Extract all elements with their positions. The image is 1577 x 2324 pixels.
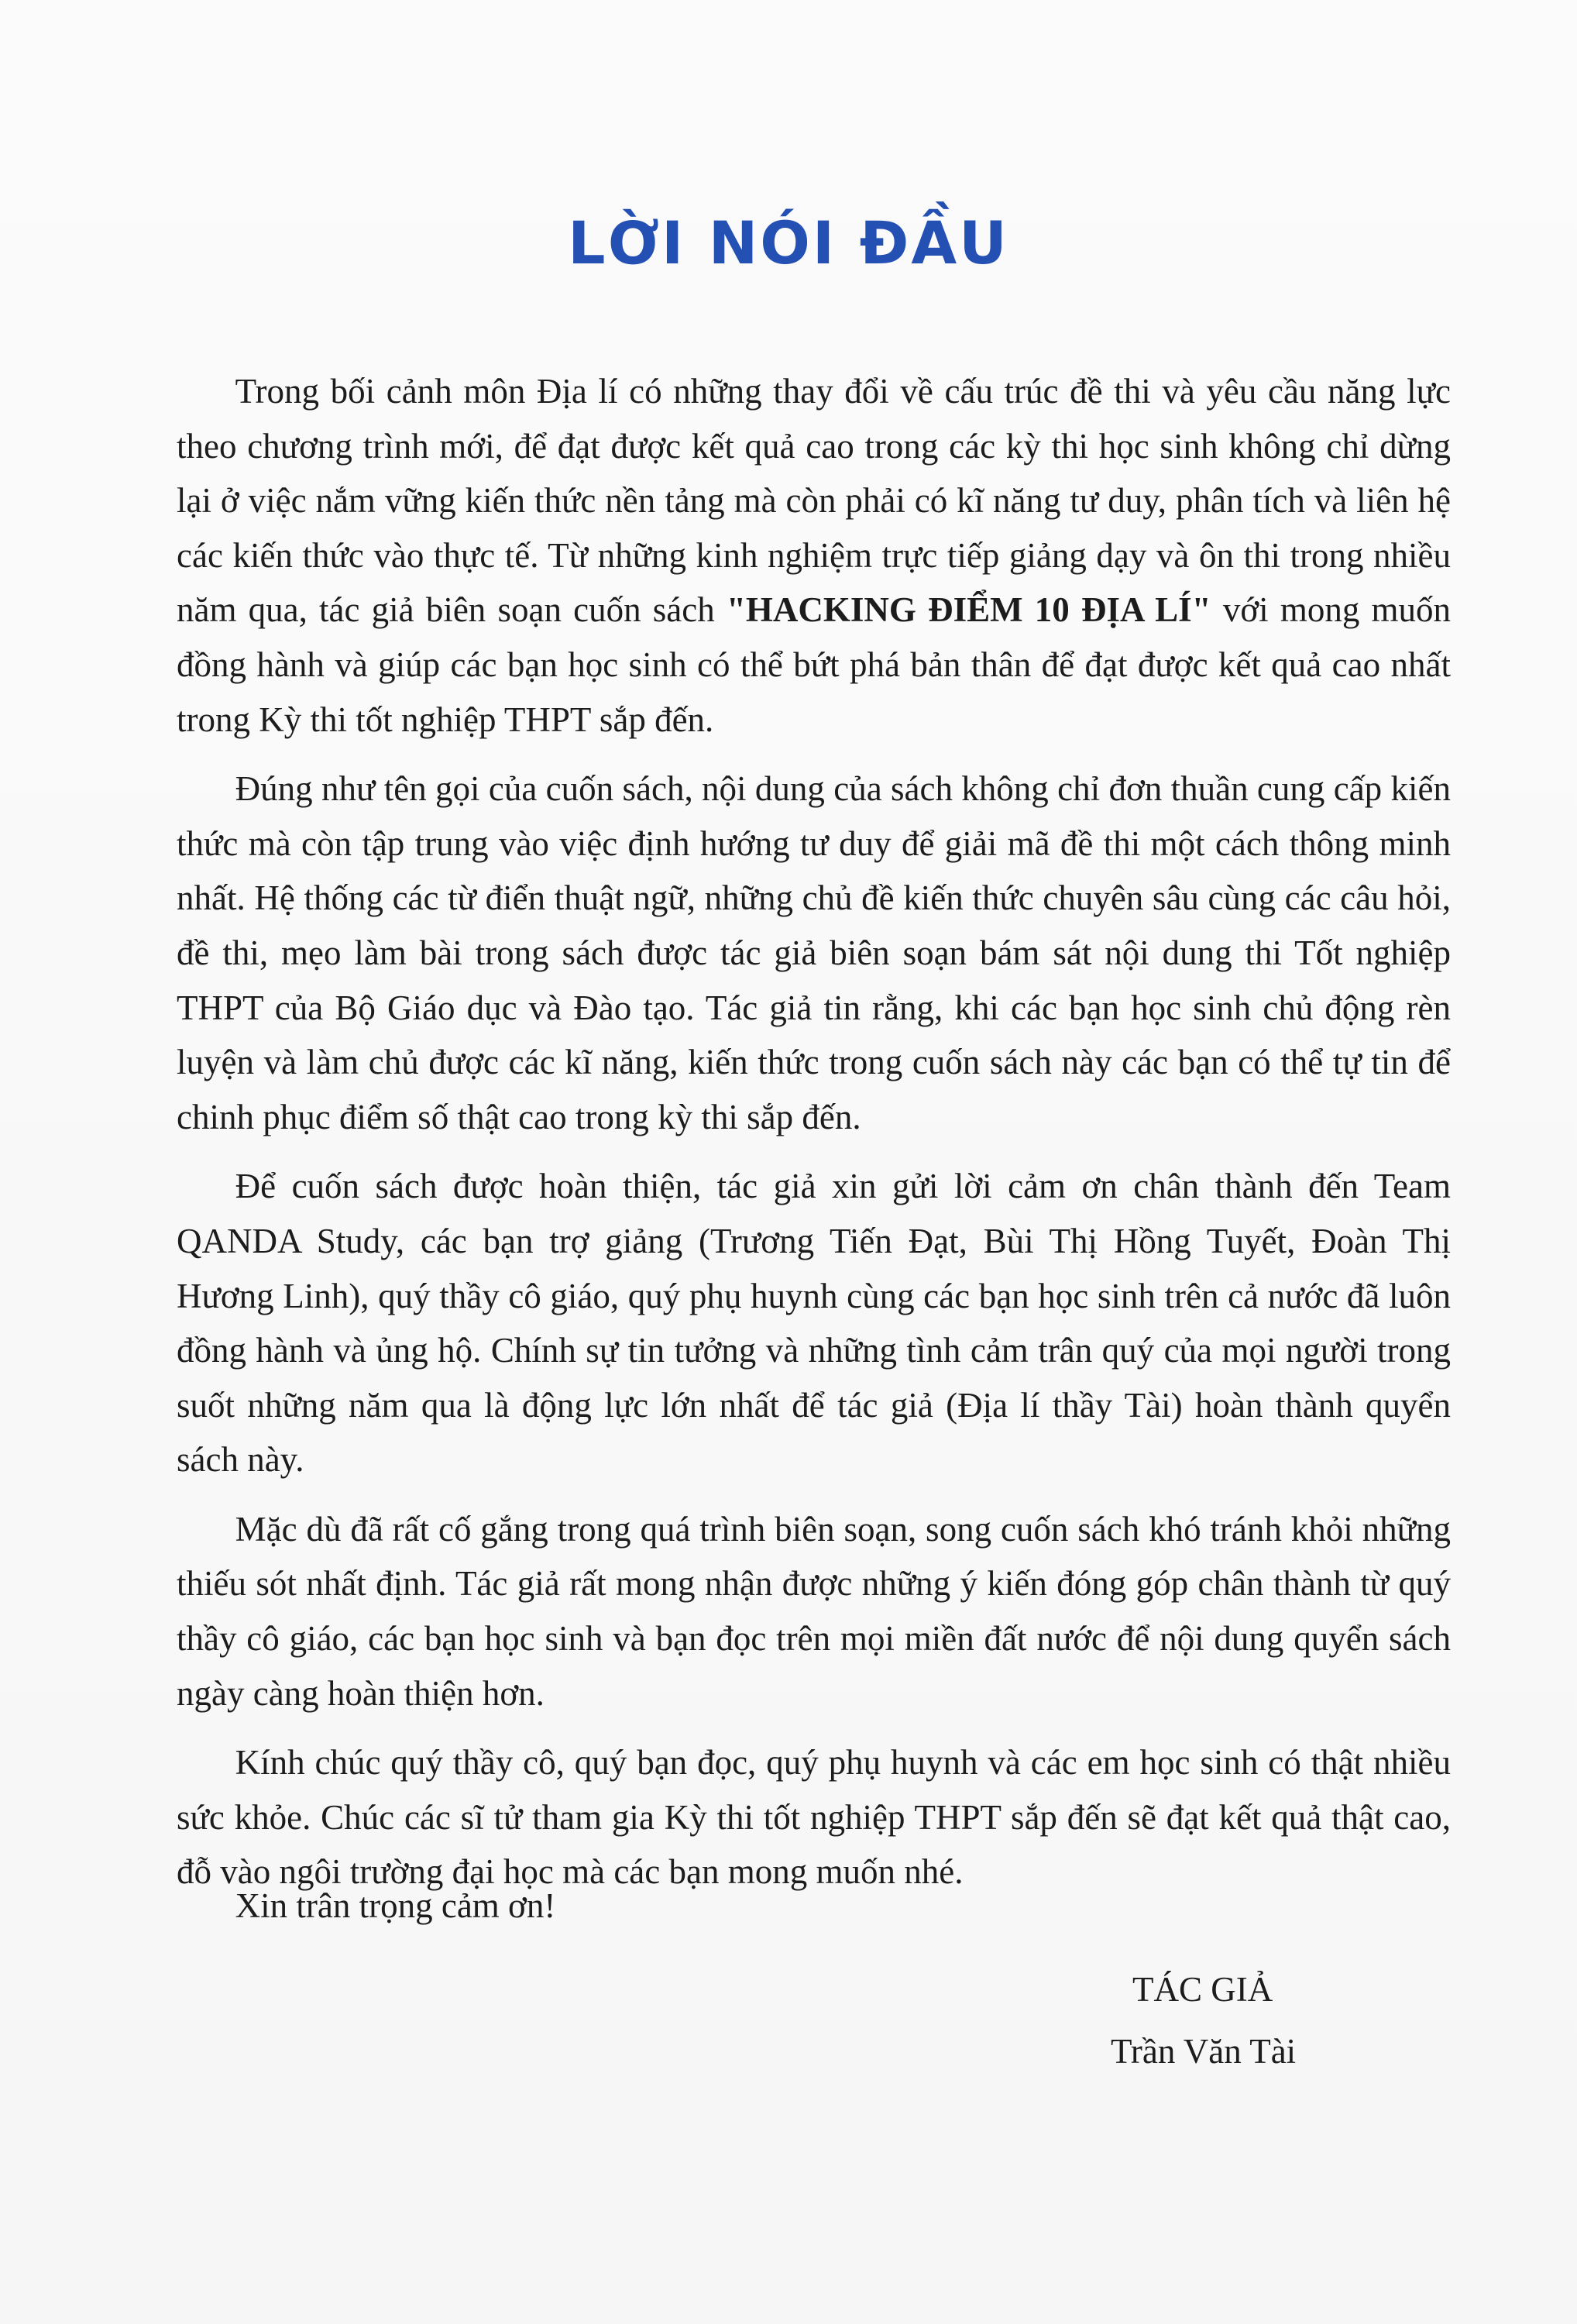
paragraph-5: Kính chúc quý thầy cô, quý bạn đọc, quý phụ huynh và các em học sinh có thật nhiều sức khỏe. Chúc các sĩ tử tham gia Kỳ thi tốt nghiệp THPT sắp đến sẽ đạt kết quả thật cao, đỗ vào ngôi trường đại học mà các bạn mong muốn nhé. [177, 1743, 1451, 1892]
paragraph-1-text-end: với mong muốn đồng hành và giúp các bạn học sinh có thể bứt phá bản thân để đạt được kết quả cao nhất trong Kỳ thi tốt nghiệp THPT sắp đến. [177, 590, 1452, 739]
book-title: "HACKING ĐIỂM 10 ĐỊA LÍ" [726, 590, 1211, 630]
paragraph-1-text-start: Trong bối cảnh môn Địa lí có những thay đổi về cấu trúc đề thi và yêu cầu năng lực theo chương trình mới, để đạt được kết quả cao trong các kỳ thi học sinh không chỉ dừng lại ở việc nắm vững kiến thức nền tảng mà còn phải có kĩ năng tư duy, phân tích và liên hệ các kiến thức vào thực tế. Từ những kinh nghiệm trực tiếp giảng dạy và ôn thi trong nhiều năm qua, tác giả biên soạn cuốn sách [177, 372, 1451, 630]
signature-role: TÁC GIẢ [1132, 1970, 1273, 2009]
paragraph-3: Để cuốn sách được hoàn thiện, tác giả xin gửi lời cảm ơn chân thành đến Team QANDA Study, các bạn trợ giảng (Trương Tiến Đạt, Bùi Thị Hồng Tuyết, Đoàn Thị Hương Linh), quý thầy cô giáo, quý phụ huynh cùng các bạn học sinh trên cả nước đã luôn đồng hành và ủng hộ. Chính sự tin tưởng và những tình cảm trân quý của mọi người trong suốt những năm qua là động lực lớn nhất để tác giả (Địa lí thầy Tài) hoàn thành quyển sách này. [177, 1167, 1451, 1480]
page-title: LỜI NÓI ĐẦU [568, 208, 1009, 277]
paragraph-1 [177, 364, 1451, 747]
closing-block [177, 1879, 1451, 1933]
closing-line: Xin trân trọng cảm ơn! [235, 1886, 556, 1925]
paragraph-4: Mặc dù đã rất cố gắng trong quá trình biên soạn, song cuốn sách khó tránh khỏi những thiếu sót nhất định. Tác giả rất mong nhận được những ý kiến đóng góp chân thành từ quý thầy cô giáo, các bạn học sinh và bạn đọc trên mọi miền đất nước để nội dung quyển sách ngày càng hoàn thiện hơn. [177, 1509, 1451, 1713]
paragraph-2: Đúng như tên gọi của cuốn sách, nội dung của sách không chỉ đơn thuần cung cấp kiến thức mà còn tập trung vào việc định hướng tư duy để giải mã đề thi một cách thông minh nhất. Hệ thống các từ điển thuật ngữ, những chủ đề kiến thức chuyên sâu cùng các câu hỏi, đề thi, mẹo làm bài trong sách được tác giả biên soạn bám sát nội dung thi Tốt nghiệp THPT của Bộ Giáo dục và Đào tạo. Tác giả tin rằng, khi các bạn học sinh chủ động rèn luyện và làm chủ được các kĩ năng, kiến thức trong cuốn sách này các bạn có thể tự tin để chinh phục điểm số thật cao trong kỳ thi sắp đến. [177, 769, 1451, 1136]
signature-block [968, 1958, 1433, 2082]
preface-body [177, 364, 1451, 1914]
signature-name: Trần Văn Tài [1111, 2032, 1297, 2071]
